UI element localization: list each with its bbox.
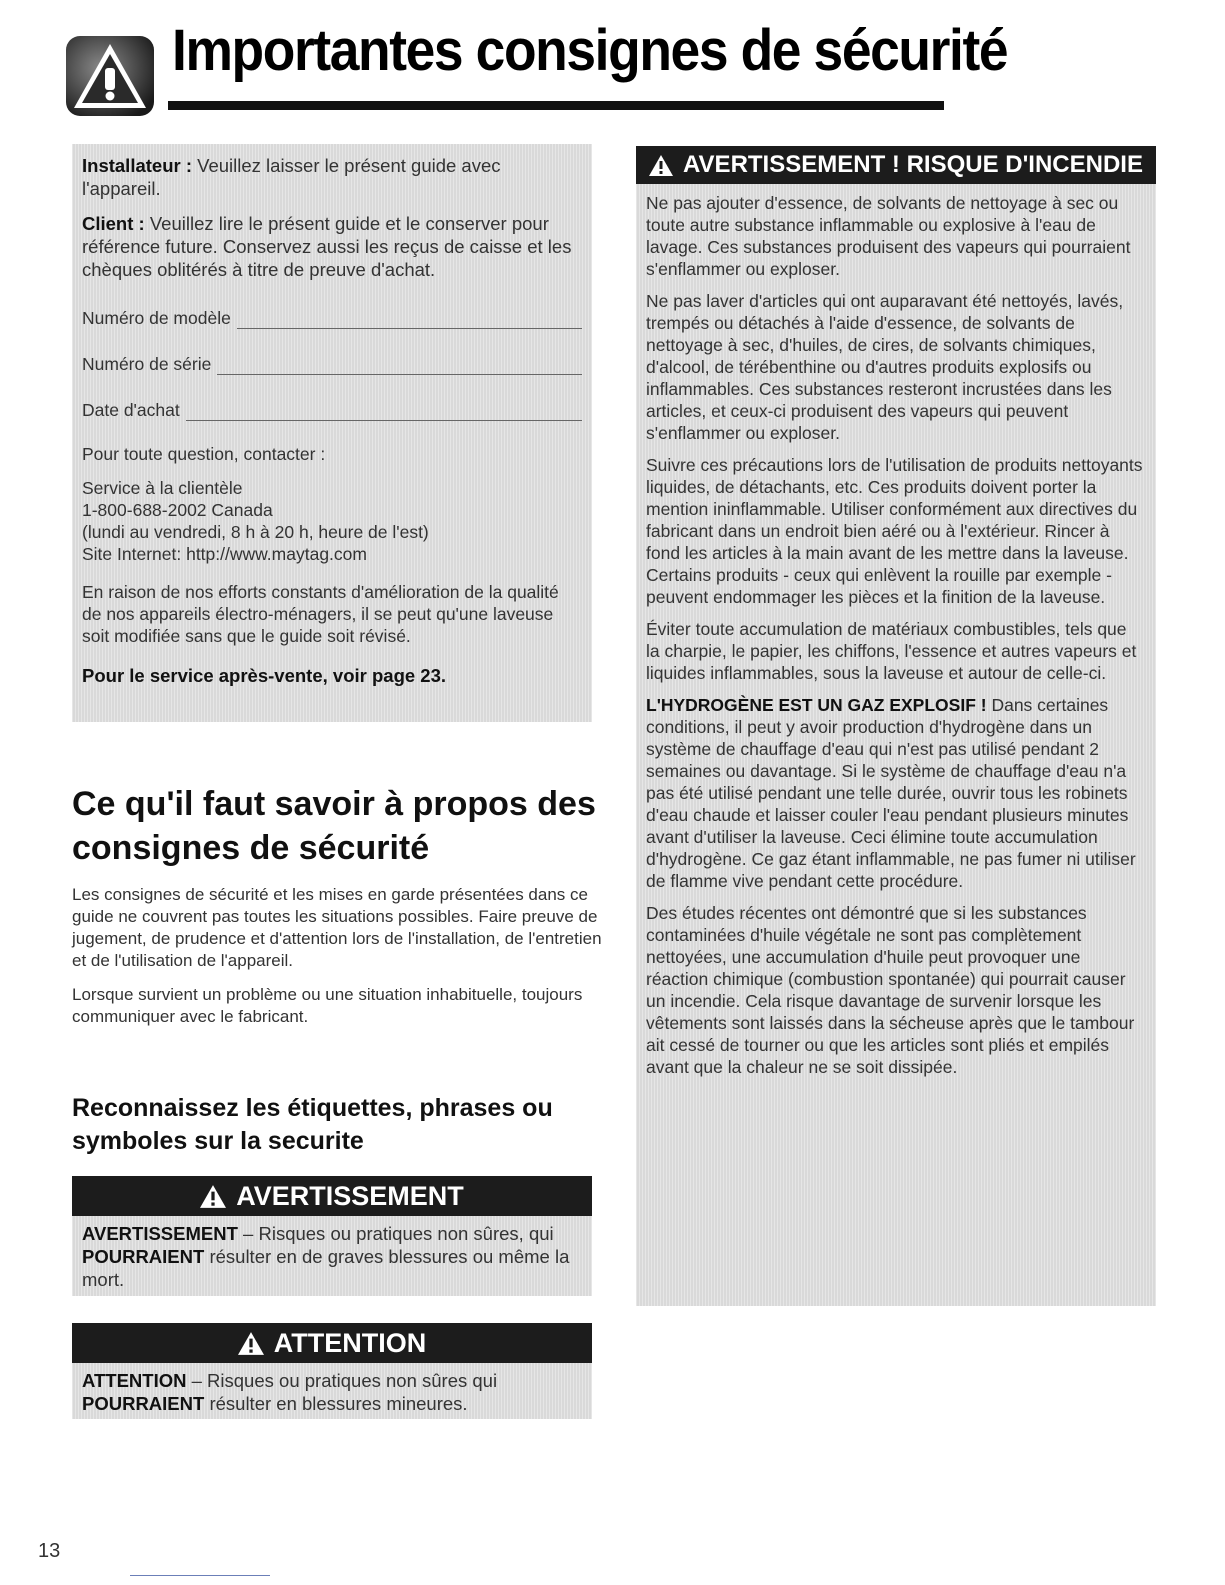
service-hours: (lundi au vendredi, 8 h à 20 h, heure de l'est) (82, 522, 429, 542)
model-number-label: Numéro de modèle (82, 308, 231, 328)
fire-warning-title: AVERTISSEMENT ! RISQUE D'INCENDIE (683, 151, 1143, 178)
fire-paragraph-4: Éviter toute accumulation de matériaux combustibles, tels que la charpie, le papier, les chiffons, l'essence et autres vapeurs et liquides inflammables, sous la laveuse et autour de celle-ci. (646, 619, 1137, 683)
installer-text: Veuillez laisser le présent guide avec l'appareil. (82, 155, 501, 199)
page-number: 13 (38, 1540, 61, 1562)
client-label: Client : (82, 213, 145, 234)
attention-label-box (72, 1323, 592, 1419)
hydrogen-paragraph (646, 694, 1144, 892)
section-heading: Ce qu'il faut savoir à propos des consignes de sécurité (72, 785, 596, 867)
attention-label-title: ATTENTION (273, 1327, 427, 1358)
warning-triangle-icon (238, 1332, 264, 1355)
serial-number-field[interactable] (82, 353, 582, 375)
website-link[interactable]: Site Internet: http://www.maytag.com (82, 544, 367, 564)
warning-label-text (82, 1222, 582, 1291)
fire-warning-box (636, 146, 1156, 1306)
attention-label-text (82, 1369, 582, 1415)
after-sales-note: Pour le service après-vente, voir page 23. (82, 665, 447, 686)
contact-label: Pour toute question, contacter : (82, 444, 326, 464)
attention-bold-1: ATTENTION (82, 1370, 187, 1391)
section-paragraph-1: Les consignes de sécurité et les mises en garde présentées dans ce guide ne couvrent pas toutes les situations possibles. Faire preuve de jugement, de prudence et d'attention lors de l'installation, de l'entretien et de l'utilisation de l'appareil. (72, 885, 602, 970)
fire-paragraph-6: Des études récentes ont démontré que si les substances contaminées d'huile végétale ne sont pas complètement nettoyées, une accumulation d'huile peut provoquer une réaction chimique (combustion spontanée) qui pourrait causer un incendie. Cela risque davantage de survenir lorsque les vêtements sont laissés dans la sécheuse après que le tambour ait cessé de tourner ou que les articles sont pliés et empilés avant que la chaleur ne se soit dissipée. (646, 903, 1135, 1077)
installer-note (82, 154, 582, 200)
improvement-note: En raison de nos efforts constants d'amélioration de la qualité de nos appareils électro-ménagers, il se peut qu'une laveuse soit modifiée sans que le guide soit révisé. (82, 582, 559, 646)
client-note (82, 212, 582, 281)
warning-bold-1: AVERTISSEMENT (82, 1223, 238, 1244)
section-paragraph-2: Lorsque survient un problème ou une situation inhabituelle, toujours communiquer avec le fabricant. (72, 985, 583, 1026)
client-text: Veuillez lire le présent guide et le conserver pour référence future. Conservez aussi les reçus de caisse et les chèques oblitérés à titre de preuve d'achat. (82, 213, 572, 280)
purchase-date-field[interactable] (82, 399, 582, 421)
warning-text-2: résulter en de graves blessures ou même la mort. (82, 1246, 570, 1290)
warning-text-1: – Risques ou pratiques non sûres, qui (237, 1223, 554, 1244)
attention-text-2: résulter en blessures mineures. (204, 1393, 468, 1414)
page-title: Importantes consignes de sécurité (172, 18, 1008, 83)
warning-label-title: AVERTISSEMENT (236, 1180, 464, 1211)
hydrogen-warning-label: L'HYDROGÈNE EST UN GAZ EXPLOSIF ! (646, 695, 987, 715)
purchase-date-line[interactable] (186, 404, 582, 421)
installer-info-box (72, 144, 592, 722)
attention-text-1: – Risques ou pratiques non sûres qui (186, 1370, 498, 1391)
footer-rule (130, 1575, 270, 1576)
fire-paragraph-3: Suivre ces précautions lors de l'utilisation de produits nettoyants liquides, de détachants, etc. Ces produits doivent porter la mention ininflammable. Utiliser conformément aux directives du fabricant dans un endroit bien aéré ou à l'extérieur. Rincer à fond les articles à la main avant de les mettre dans la laveuse. Certains produits - ceux qui enlèvent la rouille par exemple - peuvent endommager les pièces et la finition de la laveuse. (646, 455, 1143, 607)
hydrogen-warning-text: Dans certaines conditions, il peut y avoir production d'hydrogène dans un système de chauffage d'eau qui n'est pas utilisé pendant 2 semaines ou davantage. Si le système de chauffage d'eau n'a pas été utilisé pendant une telle durée, ouvrir tous les robinets d'eau chaude et laisser couler l'eau pendant plusieurs minutes avant d'utiliser la laveuse. Ceci élimine toute accumulation d'hydrogène. Ce gaz étant inflammable, ne pas fumer ni utiliser de flamme vive pendant cette procédure. (646, 695, 1136, 891)
warning-triangle-icon (66, 36, 154, 116)
service-phone: 1-800-688-2002 Canada (82, 500, 273, 520)
fire-paragraph-2: Ne pas laver d'articles qui ont auparavant été nettoyés, lavés, trempés ou détachés à l'aide d'essence, de solvants de nettoyage à sec, d'huiles, de cires, de solvants chimiques, d'alcool, de térébenthine ou d'autres produits explosifs ou inflammables. Ces substances resteront incrustées dans les articles, et ceux-ci produisent des vapeurs qui peuvent s'enflammer ou exploser. (646, 291, 1124, 443)
warning-label-header (72, 1176, 592, 1216)
model-number-field[interactable] (82, 307, 582, 329)
fire-paragraph-1: Ne pas ajouter d'essence, de solvants de nettoyage à sec ou toute autre substance inflammable ou explosive à l'eau de lavage. Ces substances produisent des vapeurs qui pourraient s'enflammer ou exploser. (646, 193, 1131, 279)
warning-triangle-icon (649, 155, 673, 176)
purchase-date-label: Date d'achat (82, 400, 180, 420)
section-body (72, 884, 602, 1040)
attention-label-header (72, 1323, 592, 1363)
fire-warning-header (636, 146, 1156, 184)
service-line-1: Service à la clientèle (82, 478, 243, 498)
serial-number-line[interactable] (217, 358, 582, 375)
attention-bold-2: POURRAIENT (82, 1393, 205, 1414)
serial-number-label: Numéro de série (82, 354, 212, 374)
model-number-line[interactable] (237, 312, 582, 329)
warning-bold-2: POURRAIENT (82, 1246, 205, 1267)
warning-label-box (72, 1176, 592, 1296)
section-subheading: Reconnaissez les étiquettes, phrases ou symboles sur la securite (72, 1094, 553, 1155)
warning-triangle-icon (200, 1185, 226, 1208)
installer-label: Installateur : (82, 155, 192, 176)
title-underline (168, 101, 944, 110)
